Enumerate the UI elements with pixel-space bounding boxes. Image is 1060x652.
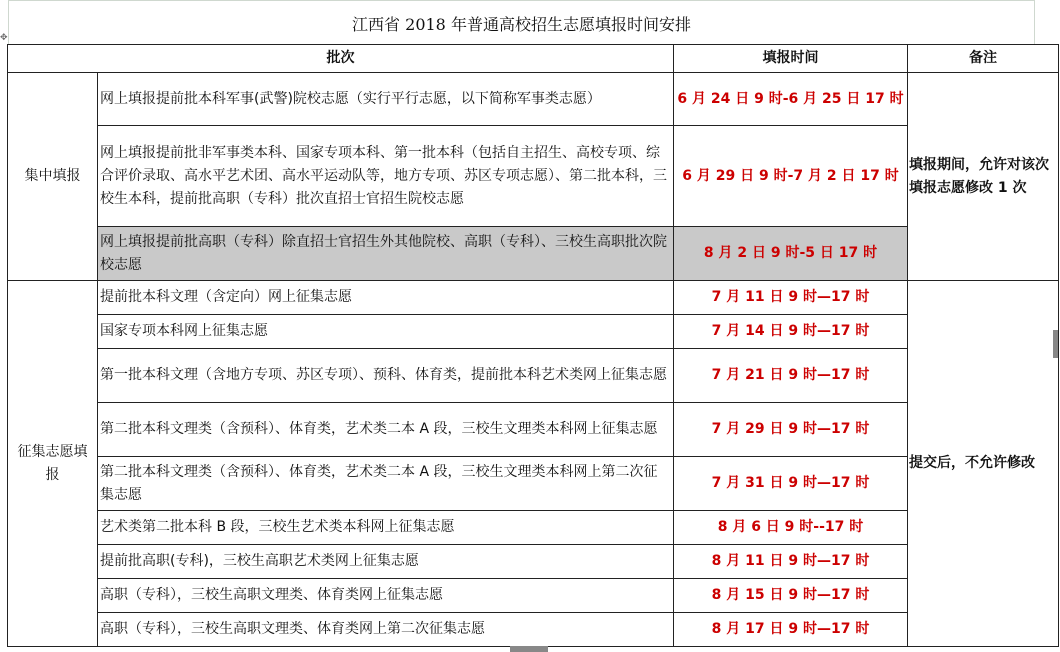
time-cell: 7 月 21 日 9 时—17 时	[674, 349, 908, 403]
resize-handle-bottom[interactable]	[510, 646, 548, 652]
time-cell: 8 月 2 日 9 时-5 日 17 时	[674, 227, 908, 281]
time-cell: 6 月 24 日 9 时-6 月 25 日 17 时	[674, 73, 908, 126]
table-row	[8, 545, 1059, 579]
batch-cell: 网上填报提前批本科军事(武警)院校志愿（实行平行志愿，以下简称军事类志愿）	[98, 73, 674, 126]
time-cell: 7 月 14 日 9 时—17 时	[674, 315, 908, 349]
table-row	[8, 315, 1059, 349]
header-note: 备注	[908, 45, 1059, 73]
schedule-table	[7, 44, 1059, 647]
batch-cell: 提前批本科文理（含定向）网上征集志愿	[98, 281, 674, 315]
batch-cell: 国家专项本科网上征集志愿	[98, 315, 674, 349]
batch-cell: 艺术类第二批本科 B 段，三校生艺术类本科网上征集志愿	[98, 511, 674, 545]
batch-cell: 第二批本科文理类（含预科）、体育类，艺术类二本 A 段，三校生文理类本科网上征集志愿	[98, 403, 674, 457]
time-cell: 8 月 11 日 9 时—17 时	[674, 545, 908, 579]
table-row	[8, 281, 1059, 315]
time-cell: 7 月 31 日 9 时—17 时	[674, 457, 908, 511]
note-centralized: 填报期间，允许对该次填报志愿修改 1 次	[908, 73, 1059, 281]
batch-cell: 提前批高职(专科)，三校生高职艺术类网上征集志愿	[98, 545, 674, 579]
time-cell: 8 月 15 日 9 时—17 时	[674, 579, 908, 613]
table-row	[8, 511, 1059, 545]
table-row	[8, 227, 1059, 281]
table-row	[8, 126, 1059, 227]
time-cell: 7 月 29 日 9 时—17 时	[674, 403, 908, 457]
batch-cell: 高职（专科），三校生高职文理类、体育类网上征集志愿	[98, 579, 674, 613]
page-title: 江西省 2018 年普通高校招生志愿填报时间安排	[8, 0, 1035, 45]
table-row	[8, 613, 1059, 647]
move-handle-icon[interactable]: ✥	[0, 33, 8, 43]
resize-handle-right[interactable]	[1053, 330, 1058, 358]
table-row	[8, 73, 1059, 126]
table-row	[8, 403, 1059, 457]
group-label-text: 征集志愿填报	[17, 443, 88, 483]
table-row	[8, 457, 1059, 511]
batch-cell: 高职（专科），三校生高职文理类、体育类网上第二次征集志愿	[98, 613, 674, 647]
header-batch: 批次	[8, 45, 674, 73]
note-supplementary: 提交后，不允许修改	[908, 281, 1059, 647]
batch-cell: 网上填报提前批高职（专科）除直招士官招生外其他院校、高职（专科）、三校生高职批次院校志愿	[98, 227, 674, 281]
group-label-supplementary	[8, 281, 98, 647]
header-time: 填报时间	[674, 45, 908, 73]
header-row	[8, 45, 1059, 73]
time-cell: 8 月 6 日 9 时--17 时	[674, 511, 908, 545]
batch-cell: 第二批本科文理类（含预科）、体育类，艺术类二本 A 段，三校生文理类本科网上第二次征集志愿	[98, 457, 674, 511]
batch-cell: 第一批本科文理（含地方专项、苏区专项）、预科、体育类，提前批本科艺术类网上征集志愿	[98, 349, 674, 403]
table-row	[8, 579, 1059, 613]
time-cell: 7 月 11 日 9 时—17 时	[674, 281, 908, 315]
group-label-centralized: 集中填报	[8, 73, 98, 281]
table-row	[8, 349, 1059, 403]
time-cell: 6 月 29 日 9 时-7 月 2 日 17 时	[674, 126, 908, 227]
time-cell: 8 月 17 日 9 时—17 时	[674, 613, 908, 647]
batch-cell: 网上填报提前批非军事类本科、国家专项本科、第一批本科（包括自主招生、高校专项、综合评价录取、高水平艺术团、高水平运动队等，地方专项、苏区专项志愿）、第二批本科，三校生本科，提前批高职（专科）批次直招士官招生院校志愿	[98, 126, 674, 227]
